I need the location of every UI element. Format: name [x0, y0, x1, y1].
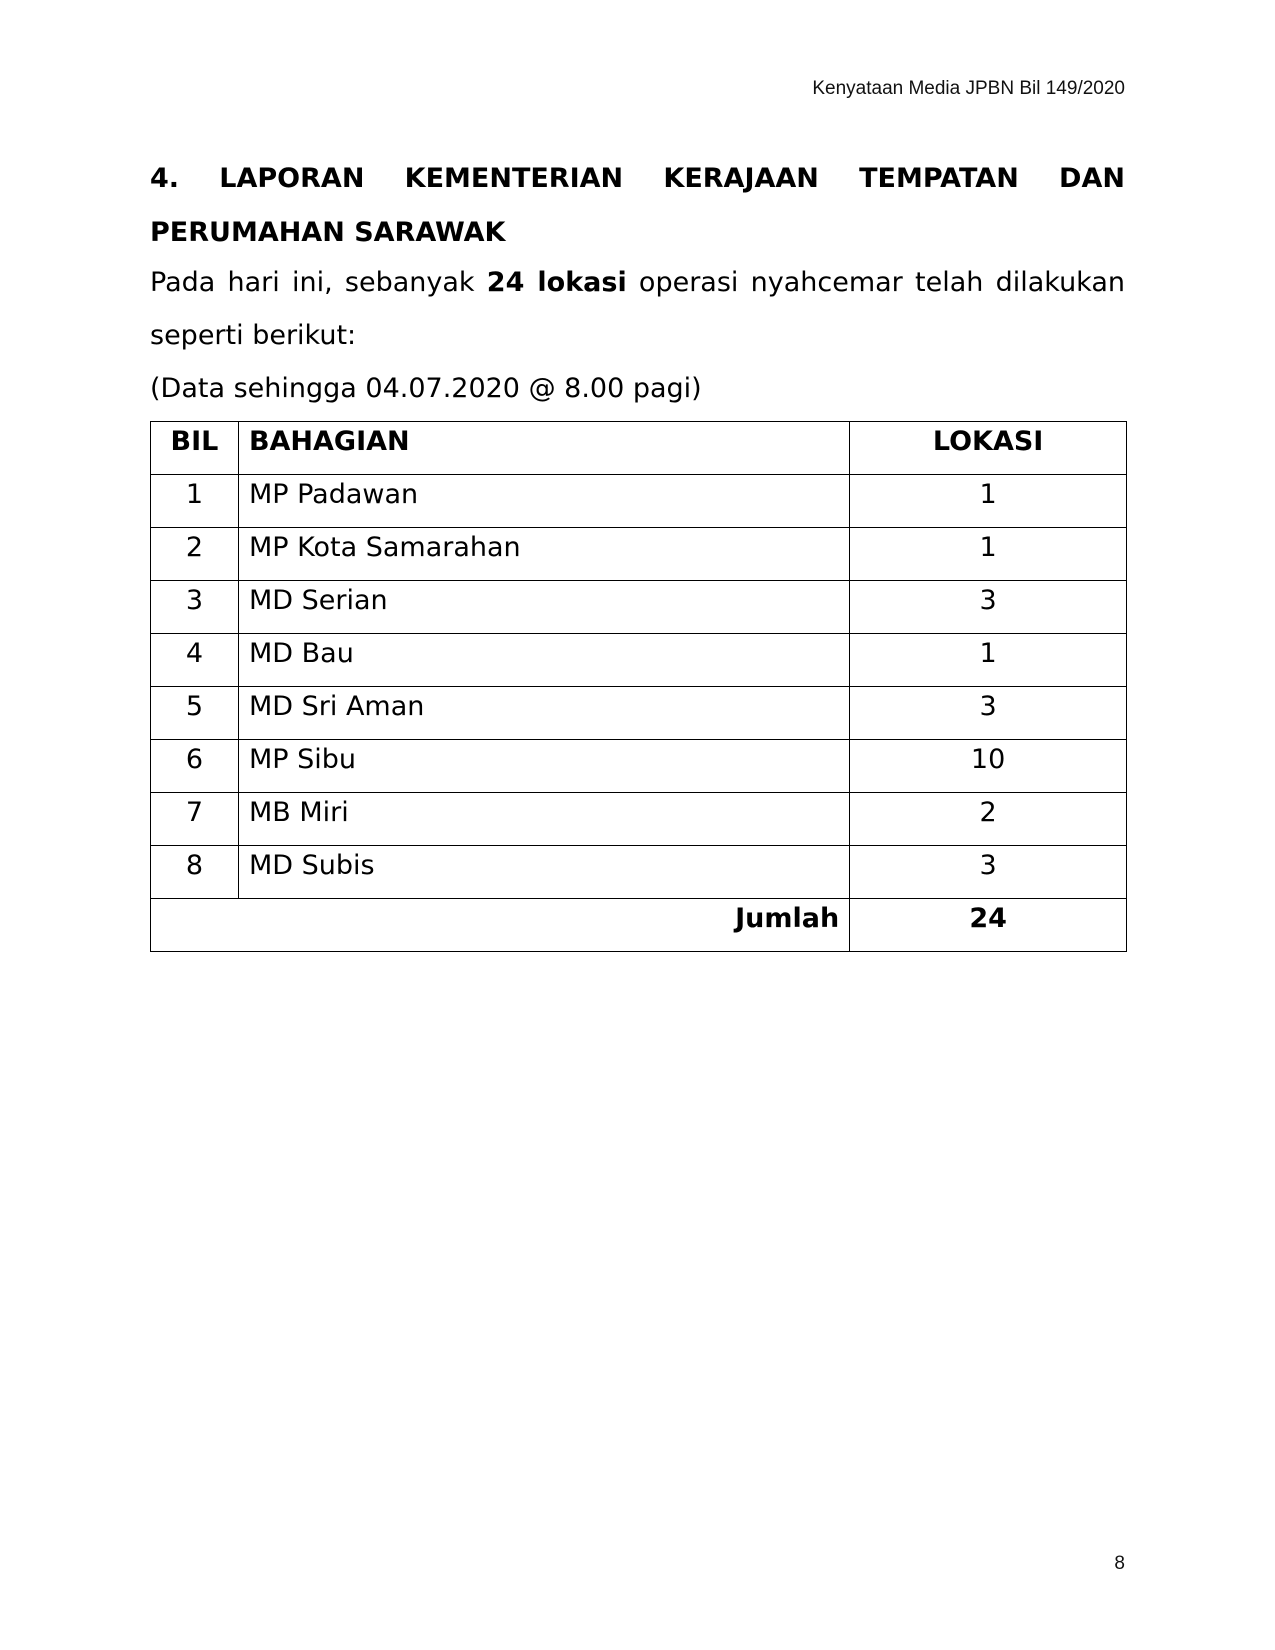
cell-bil: 5 — [151, 687, 239, 740]
summary-text-after: operasi nyahcemar telah dilakukan seperti berikut: — [150, 267, 1125, 351]
section-title-word: KEMENTERIAN — [404, 163, 624, 194]
cell-bahagian: MD Bau — [238, 634, 849, 687]
cell-lokasi: 2 — [850, 793, 1127, 846]
table-row — [151, 581, 1127, 634]
cell-lokasi: 1 — [850, 528, 1127, 581]
header-bil: BIL — [151, 422, 239, 475]
table-row — [151, 793, 1127, 846]
cell-bahagian: MP Padawan — [238, 475, 849, 528]
table-row — [151, 687, 1127, 740]
data-timestamp-note: (Data sehingga 04.07.2020 @ 8.00 pagi) — [150, 373, 702, 404]
cell-bil: 7 — [151, 793, 239, 846]
cell-lokasi: 1 — [850, 634, 1127, 687]
cell-lokasi: 1 — [850, 475, 1127, 528]
table-row — [151, 846, 1127, 899]
total-value: 24 — [850, 899, 1127, 952]
table-row — [151, 528, 1127, 581]
cell-bahagian: MD Sri Aman — [238, 687, 849, 740]
page-number: 8 — [1114, 1553, 1125, 1574]
table-row — [151, 475, 1127, 528]
section-heading-line1 — [150, 152, 1125, 206]
table-row — [151, 634, 1127, 687]
cell-bil: 2 — [151, 528, 239, 581]
cell-bil: 6 — [151, 740, 239, 793]
cell-bahagian: MP Sibu — [238, 740, 849, 793]
table-header-row — [151, 422, 1127, 475]
table-row — [151, 740, 1127, 793]
cell-lokasi: 3 — [850, 687, 1127, 740]
section-heading — [150, 152, 1125, 260]
cell-lokasi: 3 — [850, 581, 1127, 634]
header-bahagian: BAHAGIAN — [238, 422, 849, 475]
cell-bil: 4 — [151, 634, 239, 687]
document-reference-header: Kenyataan Media JPBN Bil 149/2020 — [812, 78, 1125, 99]
cell-bil: 3 — [151, 581, 239, 634]
header-lokasi: LOKASI — [850, 422, 1127, 475]
section-title-word: TEMPATAN — [859, 163, 1019, 194]
summary-highlight: 24 lokasi — [486, 267, 627, 298]
cell-bahagian: MB Miri — [238, 793, 849, 846]
cell-bahagian: MP Kota Samarahan — [238, 528, 849, 581]
locations-table — [150, 421, 1127, 952]
cell-bahagian: MD Subis — [238, 846, 849, 899]
cell-bil: 1 — [151, 475, 239, 528]
summary-text-before: Pada hari ini, sebanyak — [150, 267, 487, 298]
summary-paragraph — [150, 256, 1125, 362]
total-label: Jumlah — [151, 899, 850, 952]
section-title-word: KERAJAAN — [663, 163, 819, 194]
cell-bil: 8 — [151, 846, 239, 899]
table-total-row — [151, 899, 1127, 952]
section-heading-line2: PERUMAHAN SARAWAK — [150, 217, 506, 248]
cell-bahagian: MD Serian — [238, 581, 849, 634]
section-title-word: LAPORAN — [219, 163, 365, 194]
cell-lokasi: 3 — [850, 846, 1127, 899]
section-number: 4. — [150, 163, 180, 194]
cell-lokasi: 10 — [850, 740, 1127, 793]
section-title-word: DAN — [1059, 163, 1125, 194]
